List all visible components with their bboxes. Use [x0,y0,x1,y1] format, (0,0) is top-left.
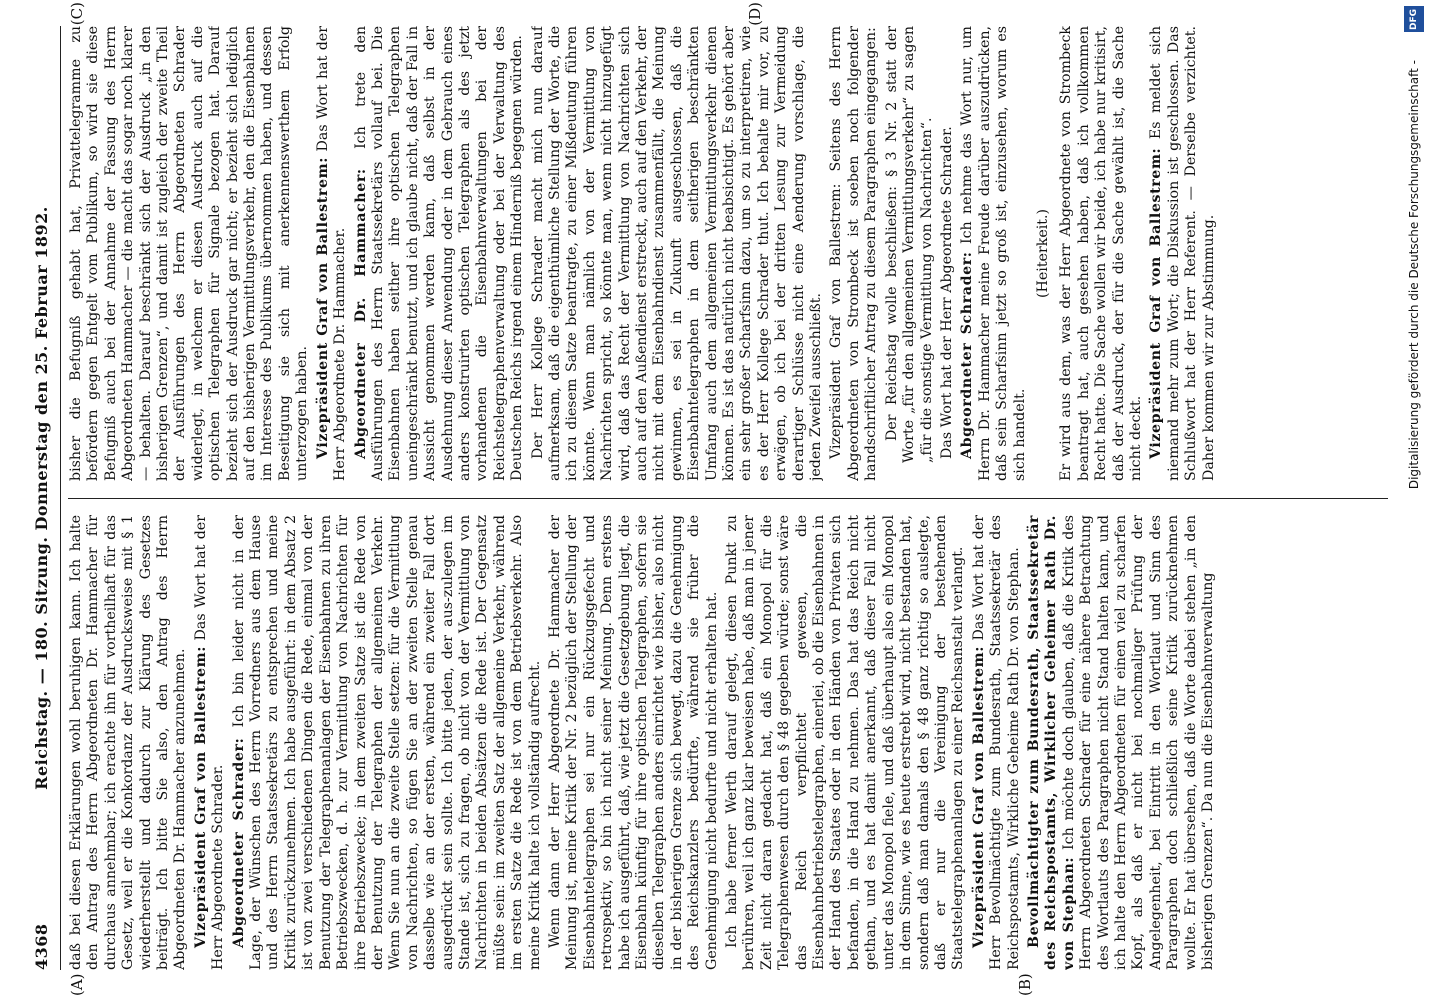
paragraph-text: bisher die Befugniß gehabt hat, Privattelegramme zu befördern gegen Entgelt vom Publikum, so wird sie diese Befugniß auch bei der Annahme der Fassung des Herrn Abgeordneten Hammacher — die macht das sogar noch klarer — behalten. Darauf beschränkt sich der Ausdruck „in den bisherigen Grenzen“, und damit ist zugleich der zweite Theil der Ausführungen des Herrn Abgeordneten Schrader widerlegt, in welchem er diesen Ausdruck auch auf die optischen Telegraphen für Signale bezogen hat. Darauf bezieht sich der Ausdruck gar nicht; er bezieht sich lediglich auf den bisherigen Vermittlungsverkehr, den die Eisenbahnen im Interesse des Publikums übernommen haben, und dessen Beseitigung sie sich mit anerkennenswerthem Erfolg unterzogen haben. [68,26,311,481]
speech-paragraph [193,515,228,970]
speaker-name: Vizepräsident Graf von Ballestrem: [192,645,209,948]
running-title: Reichstag. — 180. Sitzung. Donnerstag den 25. Februar 1892. [32,206,51,790]
text-paragraph [547,515,721,970]
paragraph-text: Es meldet sich niemand mehr zum Wort; die Diskussion ist geschlossen. Das Schlußwort hat der Herr Referent. — Derselbe verzichtet. Daher kommen wir zur Abstimmung. [1148,26,1217,481]
paragraph-text: Der Herr Kollege Schrader macht mich nun darauf aufmerksam, daß die eigenthümliche Stellung der Worte, die ich zu diesem Satze beantragte, zu einer Mißdeutung führen könnte. Wenn man nämlich von der Vermittlung von Nachrichten spricht, so könnte man, wenn nicht hinzugefügt wird, daß das Recht der Vermittlung von Nachrichten sich auch auf den Außendienst erstreckt, auch auf den Verkehr, der nicht mit dem Eisenbahndienst zusammenfällt, die Meinung gewinnen, es sei in Zukunft ausgeschlossen, daß die Eisenbahntelegraphen in dem seitherigen beschränkten Umfang auch dem allgemeinen Vermittlungsverkehr dienen können. Es ist das natürlich nicht beabsichtigt. Es gehört aber ein sehr großer Scharfsinn dazu, um so zu interpretiren, wie es der Herr Kollege Schrader thut. Ich behalte mir vor, zu erwägen, ob ich bei der dritten Lesung zur Vermeidung derartiger Schlüsse nicht eine Aenderung vorschlage, die jeden Zweifel ausschließt. [529,26,825,481]
speech-paragraph [1148,26,1218,481]
speaker-name: Abgeordneter Schrader: [230,737,247,948]
speech-paragraph [353,26,527,481]
margin-mark-b: (B) [1016,973,1034,996]
paragraph-text: (Heiterkeit.) [1034,209,1051,298]
speaker-name: Vizepräsident Graf von Ballestrem: [1148,147,1165,459]
dfg-logo: DFG [1404,6,1424,32]
text-paragraph [884,26,936,481]
text-paragraph [1058,26,1145,481]
margin-mark-c: (C) [68,2,86,26]
paragraph-text: Das Wort hat der Herr Bevollmächtigte zum Bundesrath, Staatssekretär des Reichspostamts, Wirkliche Geheime Rath Dr. von Stephan. [970,515,1022,970]
speaker-name: Vizepräsident Graf von Ballestrem: [970,645,987,948]
page-number: 4368 [32,923,51,970]
page-header [24,26,61,970]
dfg-credit [1402,0,1426,1000]
speaker-name: Abgeordneter Schrader: [959,251,976,459]
speaker-name: Abgeordneter Dr. Hammacher: [352,168,369,459]
text-paragraph [724,515,968,970]
paragraph-text: Wenn dann der Herr Abgeordnete Dr. Hammacher der Meinung ist, meine Kritik der Nr. 2 bezüglich der Stellung der Eisenbahntelegraphen sei nur ein Rückzugsgefecht und retrospektiv, so bin ich nicht seiner Meinung. Denn erstens habe ich ausgeführt, daß, wie jetzt die Gesetzgebung liegt, die Eisenbahn künftig für ihre optischen Telegraphen, sofern sie dieselben Telegraphen anders einrichtet wie bisher, also nicht in der bisherigen Grenze sich bewegt, dazu die Genehmigung des Reichskanzlers bedürfte, während sie früher die Genehmigung nicht bedurfte und nicht erhalten hat. [546,515,720,970]
text-paragraph [68,515,190,970]
paragraph-text: daß bei diesen Erklärungen wohl beruhigen kann. Ich halte den Antrag des Herrn Abgeordneten Dr. Hammacher für durchaus annehmbar; ich erachte ihn für vortheilhaft für das Gesetz, weil er die Konkordanz der Ausdrucksweise mit § 1 wiederherstellt und dadurch zur Klärung des Gesetzes beiträgt. Ich bitte Sie also, den Antrag des Herrn Abgeordneten Dr. Hammacher anzunehmen. [68,515,189,970]
right-column [68,26,1388,481]
speech-paragraph [959,26,1029,481]
text-paragraph [68,26,312,481]
text-columns [68,26,1388,970]
paragraph-text: Das Wort hat der Herr Abgeordnete Dr. Hammacher. [314,26,349,481]
speech-paragraph [1026,515,1217,970]
paragraph-text: Ich möchte doch glauben, daß die Kritik des Herrn Abgeordneten Schrader für eine nähere Betrachtung des Wortlauts des Paragraphen nicht Stand halten kann, und ich halte den Herrn Abgeordneten für einen viel zu scharfen Kopf, als daß er nicht bei nochmaliger Prüfung der Angelegenheit, bei Eintritt in den Wortlaut und Sinn des Paragraphen doch schließlich seine Kritik zurücknehmen wollte. Er hat übersehen, daß die Worte dabei stehen „in den bisherigen Grenzen“. Da nun die Eisenbahnverwaltung [1060,515,1216,970]
paragraph-text: Das Wort hat der Herr Abgeordnete Schrader. [938,126,955,459]
paragraph-text: Ich trete den Ausführungen des Herrn Staatssekretärs vollauf bei. Die Eisenbahnen haben seither ihre optischen Telegraphen uneingeschränkt benutzt, und ich glaube nicht, daß der Fall in Aussicht genommen werden kann, daß selbst in der Ausdehnung dieser Anwendung oder in dem Gebrauch eines anders konstruirten optischen Telegraphen als des jetzt vorhandenen die Eisenbahnverwaltungen bei der Reichstelegraphenverwaltung oder bei der Verwaltung des Deutschen Reichs irgend einem Hinderniß begegnen würden. [352,26,526,481]
column-divider [68,498,1388,499]
speech-paragraph [971,515,1023,970]
text-paragraph [1035,26,1052,481]
paragraph-text: Ich nehme das Wort nur, um Herrn Dr. Hammacher meine Freude darüber auszudrücken, daß sein Scharfsinn jetzt so groß ist, einzusehen, worum es sich handelt. [959,26,1028,481]
speaker-name: Bevollmächtigter zum Bundesrath, Staatssekretär des Reichspostamts, Wirklicher Geheimer Rath Dr. von Stephan: [1025,515,1077,970]
left-column [68,515,1388,970]
paragraph-text: Ich bin leider nicht in der Lage, der Wünschen des Herrn Vorredners aus dem Hause und des Herrn Staatssekretärs zu entsprechen und meine Kritik zurückzunehmen. Ich habe ausgeführt: in dem Absatz 2 ist von zwei verschiedenen Dingen die Rede, einmal von der Benutzung der Telegraphenanlagen der Eisenbahnen zu ihren Betriebszwecken, d. h. zur Vermittlung von Nachrichten für ihre Betriebszwecke; in dem zweiten Satze ist die Rede von der Benutzung der Telegraphen der allgemeinen Verkehr. Wenn Sie nun an die zweite Stelle setzen: für die Vermittlung von Nachrichten, so fügen Sie an der zweiten Stelle genau dasselbe wie an der ersten, während ein zweiter Fall dort ausgedrückt sein sollte. Ich bitte jeden, der aus-zulegen im Stande ist, sich zu fragen, ob nicht von der Vermittlung von Nachrichten in beiden Absätzen die Rede ist. Der Gegensatz müßte sein: im zweiten Satz der allgemeine Verkehr, während im ersten Satze die Rede ist von dem Betriebsverkehr. Also meine Kritik halte ich vollständig aufrecht. [230,515,543,970]
margin-mark-d: (D) [746,2,764,26]
speaker-name: Vizepräsident Graf von Ballestrem: [314,156,331,459]
paragraph-text: Er wird aus dem, was der Herr Abgeordnete von Strombeck beantragt hat, auch gesehen haben, daß ich vollkommen Recht hatte. Die Sache wollen wir beide, ich habe nur kritisirt, daß der Ausdruck, der für die Sache gewählt ist, die Sache nicht deckt. [1058,26,1144,481]
text-paragraph [530,26,826,481]
dfg-credit-text: Digitalisierung gefördert durch die Deutsche Forschungsgemeinschaft - [1407,60,1421,490]
speech-paragraph [315,26,350,481]
document-page [6,0,1406,1000]
paragraph-text: Ich habe ferner Werth darauf gelegt, diesen Punkt zu berühren, weil ich ganz klar beweisen habe, daß man in jener Zeit nicht daran gedacht hat, daß ein Monopol für die Telegraphenwesen durch den § 48 gegeben würde; sonst wäre das Reich verpflichtet gewesen, die Eisenbahnbetriebstelegraphen, einerlei, ob die Eisenbahnen in der Hand des Staates oder in den Händen von Privaten sich befanden, in die Hand zu nehmen. Das hat das Reich nicht gethan, und es hat damit anerkannt, daß dieser Fall nicht unter das Monopol fiele, und daß überhaupt also ein Monopol in dem Sinne, wie es heute erstrebt wird, nicht bestanden hat, sondern daß man damals den § 48 ganz richtig so auslegte, daß er nur die Vereinigung der bestehenden Staatstelegraphenanlagen zu einer Reichsanstalt verlangt. [724,515,967,970]
text-paragraph [828,26,880,481]
speech-paragraph [231,515,544,970]
text-paragraph [939,26,956,481]
paragraph-text: Das Wort hat der Herr Abgeordnete Schrader. [192,515,227,970]
paragraph-text: Vizepräsident Graf von Ballestrem: Seitens des Herrn Abgeordneten von Strombeck ist soeben noch folgender handschriftlicher Antrag zu diesem Paragraphen eingegangen: [828,26,880,481]
margin-mark-a: (A) [68,973,86,996]
paragraph-text: Der Reichstag wolle beschließen: § 3 Nr. 2 statt der Worte „für den allgemeinen Vermittlungsverkehr“ zu sagen „für die sonstige Vermittlung von Nachrichten“. [883,26,935,463]
